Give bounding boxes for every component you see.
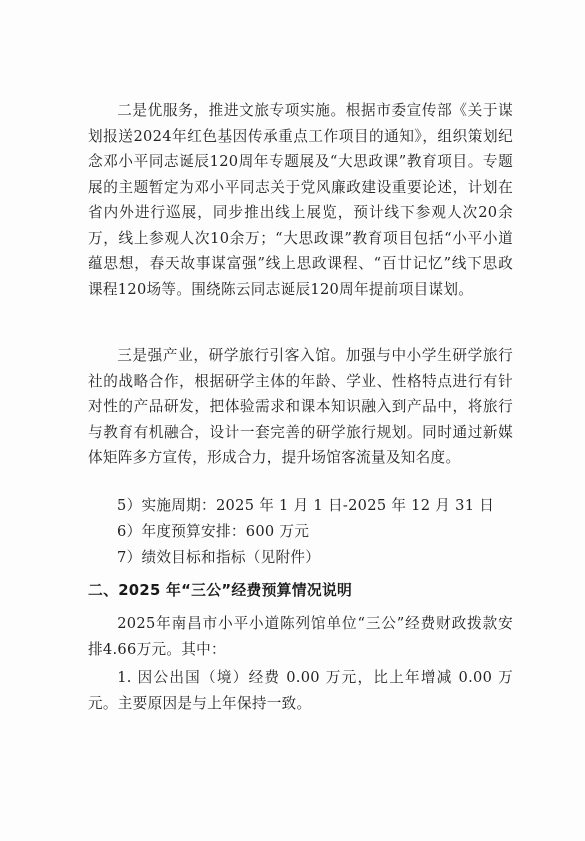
item-annual-budget: 6）年度预算安排：600 万元 [117,523,310,540]
paragraph-optimize-service: 二是优服务，推进文旅专项实施。根据市委宣传部《关于谋划报送2024年红色基因传承重点工作项目的通知》，组织策划纪念邓小平同志诞辰120周年专题展及“大思政课”教育项目。专题展的主题暂定为邓小平同志关于党风廉政建设重要论述，计划在省内外进行巡展，同步推出线上展览，预计线下参观人次20余万，线上参观人次10余万；“大思政课”教育项目包括“小平小道蕴思想，春天故事谋富强”线上思政课程、“百廿记忆”线下思政课程120场等。围绕陈云同志诞辰120周年提前项目谋划。 [88,102,513,298]
paragraph-strengthen-industry: 三是强产业，研学旅行引客入馆。加强与中小学生研学旅行社的战略合作，根据研学主体的年龄、学业、性格特点进行有针对性的产品研发，把体验需求和课本知识融入到产品中，将旅行与教育有机融合，设计一套完善的研学旅行规划。同时通过新媒体矩阵多方宣传，形成合力，提升场馆客流量及知名度。 [88,347,513,466]
paragraph-sangong-budget: 2025年南昌市小平小道陈列馆单位“三公”经费财政拨款安排4.66万元。其中： [88,615,513,658]
section-heading-sangong: 二、2025 年“三公”经费预算情况说明 [88,582,353,599]
item-performance-targets: 7）绩效目标和指标（见附件） [117,549,321,566]
item-implementation-period: 5）实施周期：2025 年 1 月 1 日-2025 年 12 月 31 日 [117,497,495,514]
paragraph-overseas-expense: 1. 因公出国（境）经费 0.00 万元，比上年增减 0.00 万元。主要原因是与上年保持一致。 [88,669,513,712]
